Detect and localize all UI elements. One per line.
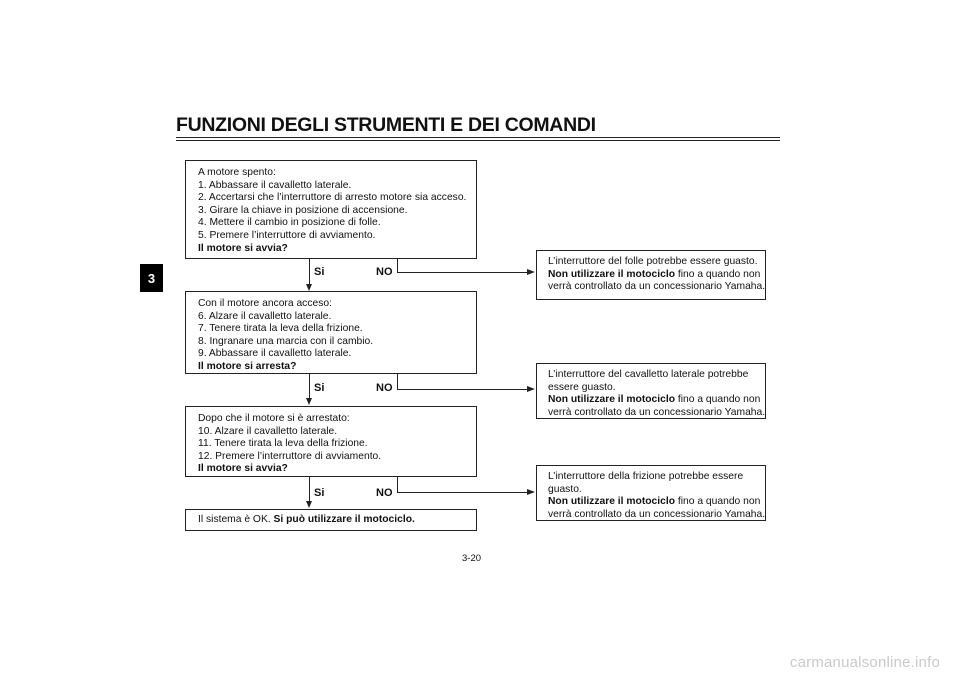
fault1-warning bbox=[548, 269, 759, 282]
yes-connector-1 bbox=[309, 259, 310, 285]
fault3-warning-bold: Non utilizzare il motociclo bbox=[548, 496, 676, 508]
step3-question: Il motore si avvia? bbox=[198, 463, 288, 475]
result-box bbox=[185, 509, 477, 531]
title-rule-top bbox=[176, 137, 780, 138]
fault2-line: L’interruttore del cavalletto laterale potrebbe bbox=[548, 369, 749, 380]
page-number: 3-20 bbox=[462, 553, 482, 564]
chapter-tab: 3 bbox=[140, 264, 163, 292]
title-rule-bottom bbox=[176, 140, 780, 141]
no-arrow-2 bbox=[527, 386, 535, 392]
step1-question: Il motore si avvia? bbox=[198, 242, 288, 254]
yes-arrow-3 bbox=[306, 501, 312, 508]
yes-connector-2 bbox=[309, 374, 310, 399]
step3-line: 12. Premere l’interruttore di avviamento. bbox=[198, 450, 382, 462]
result-emphasis: Si può utilizzare il motociclo. bbox=[273, 514, 415, 525]
no-label-3: NO bbox=[376, 487, 393, 499]
watermark: carmanualsonline.info bbox=[789, 654, 940, 671]
fault3-line: guasto. bbox=[548, 483, 582, 495]
yes-arrow-1 bbox=[306, 284, 312, 291]
no-label-1: NO bbox=[376, 266, 393, 278]
fault3-warning-rest: fino a quando non bbox=[675, 496, 761, 508]
step2-line: 7. Tenere tirata la leva della frizione. bbox=[198, 323, 363, 335]
no-connector-3-h bbox=[397, 492, 527, 493]
no-connector-1-h bbox=[397, 272, 527, 273]
step2-question: Il motore si arresta? bbox=[198, 360, 297, 372]
no-connector-3-v bbox=[397, 477, 398, 492]
fault1-box bbox=[536, 250, 766, 300]
no-connector-2-h bbox=[397, 389, 527, 390]
fault3-warning bbox=[548, 496, 759, 509]
fault2-line: essere guasto. bbox=[548, 381, 616, 393]
fault3-line: verrà controllato da un concessionario Yamaha. bbox=[548, 508, 766, 520]
page-title: FUNZIONI DEGLI STRUMENTI E DEI COMANDI bbox=[176, 114, 596, 136]
fault1-line: L’interruttore del folle potrebbe essere guasto. bbox=[548, 256, 758, 267]
fault1-line: verrà controllato da un concessionario Yamaha. bbox=[548, 281, 766, 293]
no-connector-1-v bbox=[397, 259, 398, 272]
fault1-warning-bold: Non utilizzare il motociclo bbox=[548, 268, 676, 280]
step1-line: A motore spento: bbox=[198, 167, 276, 178]
step3-line: 10. Alzare il cavalletto laterale. bbox=[198, 425, 338, 437]
fault3-box bbox=[536, 465, 766, 521]
fault3-line: L’interruttore della frizione potrebbe essere bbox=[548, 471, 744, 482]
yes-arrow-2 bbox=[306, 398, 312, 405]
result-text bbox=[198, 514, 466, 527]
step3-line: Dopo che il motore si è arrestato: bbox=[198, 413, 350, 424]
step2-line: 6. Alzare il cavalletto laterale. bbox=[198, 310, 332, 322]
step2-line: Con il motore ancora acceso: bbox=[198, 298, 332, 309]
no-arrow-1 bbox=[527, 269, 535, 275]
no-label-2: NO bbox=[376, 382, 393, 394]
step2-box bbox=[185, 291, 477, 374]
fault2-box bbox=[536, 363, 766, 419]
step2-line: 9. Abbassare il cavalletto laterale. bbox=[198, 348, 352, 360]
step1-line: 5. Premere l’interruttore di avviamento. bbox=[198, 229, 376, 241]
step1-line: 2. Accertarsi che l’interruttore di arresto motore sia acceso. bbox=[198, 192, 467, 204]
no-arrow-3 bbox=[527, 489, 535, 495]
yes-label-1: Si bbox=[314, 266, 325, 278]
step1-line: 1. Abbassare il cavalletto laterale. bbox=[198, 179, 352, 191]
step3-line: 11. Tenere tirata la leva della frizione. bbox=[198, 438, 368, 450]
step1-line: 3. Girare la chiave in posizione di accensione. bbox=[198, 204, 408, 216]
fault2-warning-rest: fino a quando non bbox=[675, 394, 761, 406]
fault2-line: verrà controllato da un concessionario Yamaha. bbox=[548, 406, 766, 418]
fault2-warning bbox=[548, 394, 759, 407]
step1-box bbox=[185, 160, 477, 259]
result-prefix: Il sistema è OK. bbox=[198, 514, 274, 525]
yes-label-3: Si bbox=[314, 487, 325, 499]
no-connector-2-v bbox=[397, 374, 398, 389]
step1-line: 4. Mettere il cambio in posizione di folle. bbox=[198, 217, 381, 229]
yes-connector-3 bbox=[309, 477, 310, 502]
fault2-warning-bold: Non utilizzare il motociclo bbox=[548, 394, 676, 406]
step2-line: 8. Ingranare una marcia con il cambio. bbox=[198, 335, 374, 347]
yes-label-2: Si bbox=[314, 382, 325, 394]
fault1-warning-rest: fino a quando non bbox=[675, 268, 761, 280]
step3-box bbox=[185, 406, 477, 477]
